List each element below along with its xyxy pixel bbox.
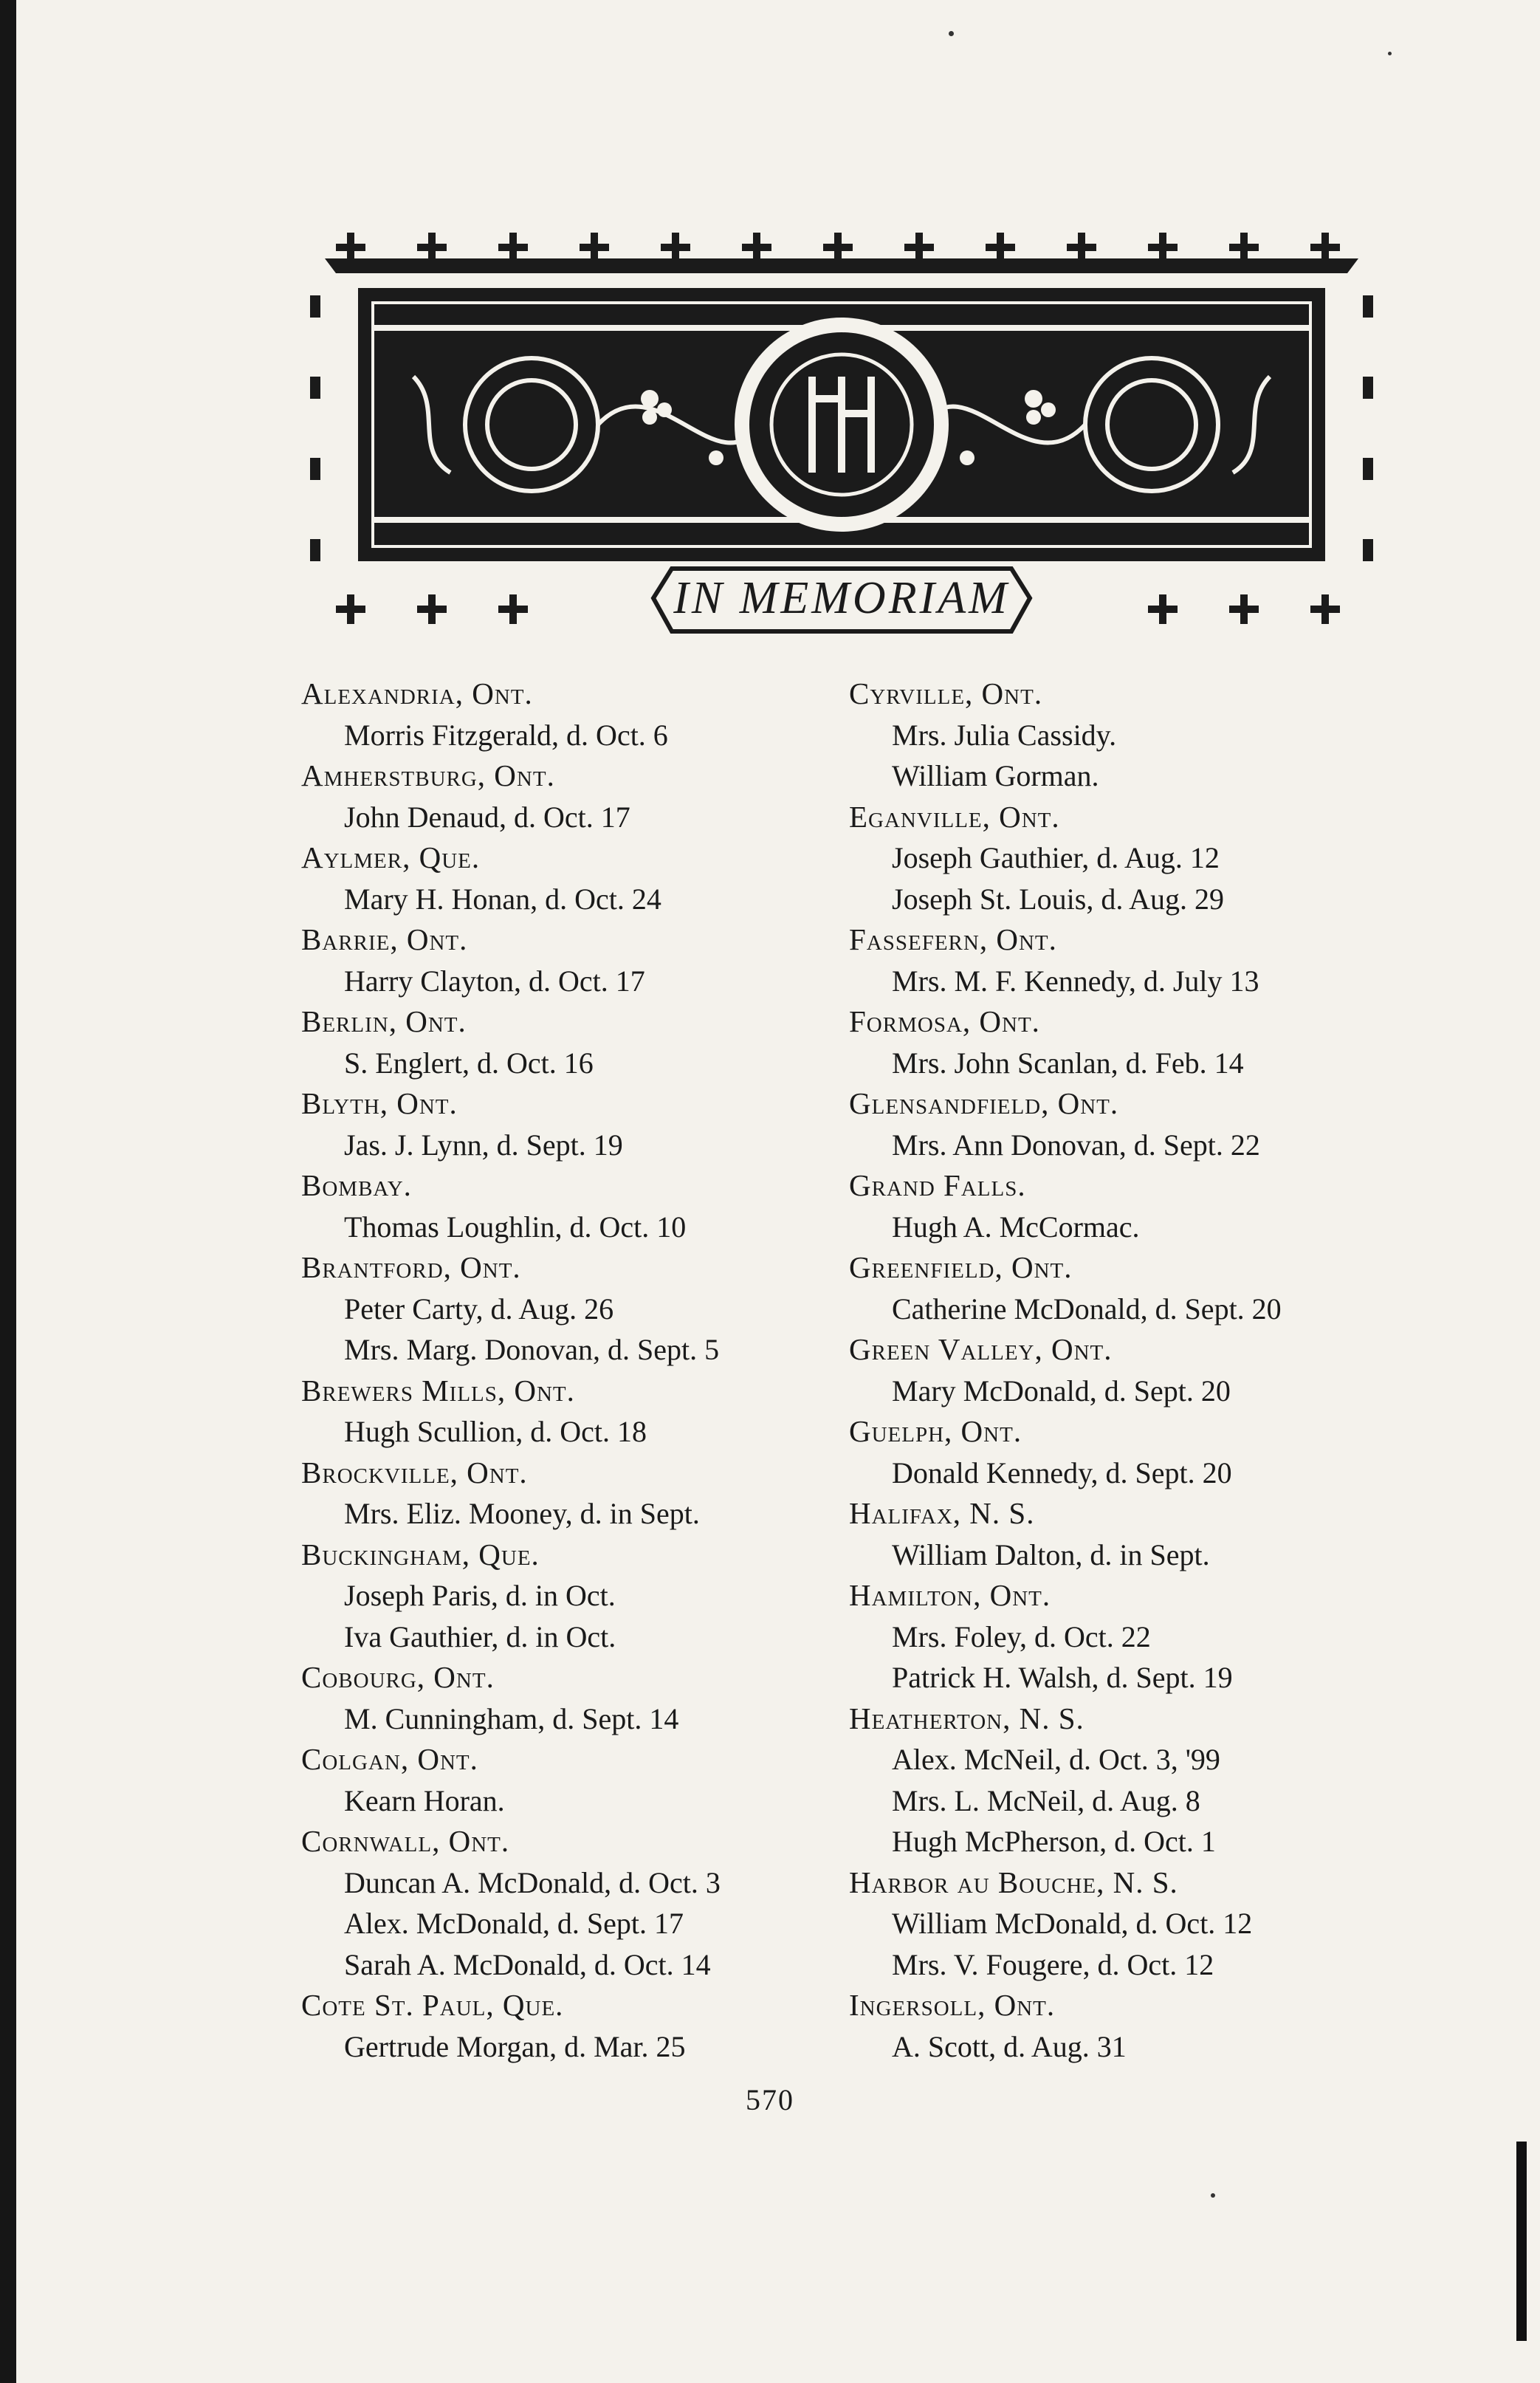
- place-heading: Colgan, Ont.: [301, 1742, 478, 1776]
- deceased-entry: Donald Kennedy, d. Sept. 20: [892, 1455, 1232, 1489]
- page-number: 570: [746, 2083, 794, 2116]
- deceased-entry: Mrs. Ann Donovan, d. Sept. 22: [892, 1128, 1260, 1162]
- deceased-entry: Catherine McDonald, d. Sept. 20: [892, 1292, 1282, 1326]
- place-heading: Grand Falls.: [849, 1168, 1026, 1202]
- deceased-entry: Mary H. Honan, d. Oct. 24: [344, 882, 661, 916]
- place-heading: Brockville, Ont.: [301, 1455, 528, 1489]
- place-heading: Cobourg, Ont.: [301, 1660, 495, 1694]
- place-heading: Hamilton, Ont.: [849, 1578, 1051, 1612]
- place-heading: Brantford, Ont.: [301, 1250, 521, 1284]
- place-heading: Greenfield, Ont.: [849, 1250, 1073, 1284]
- place-heading: Glensandfield, Ont.: [849, 1086, 1119, 1120]
- place-heading: Alexandria, Ont.: [301, 676, 533, 710]
- deceased-entry: Mrs. John Scanlan, d. Feb. 14: [892, 1046, 1244, 1080]
- deceased-entry: William Dalton, d. in Sept.: [892, 1537, 1210, 1571]
- scan-speck: [1211, 2193, 1215, 2198]
- deceased-entry: Alex. McDonald, d. Sept. 17: [344, 1907, 684, 1940]
- deceased-entry: Jas. J. Lynn, d. Sept. 19: [344, 1128, 623, 1162]
- deceased-entry: Kearn Horan.: [344, 1783, 505, 1817]
- place-heading: Amherstburg, Ont.: [301, 758, 555, 792]
- deceased-entry: Peter Carty, d. Aug. 26: [344, 1292, 614, 1326]
- deceased-entry: Mrs. V. Fougere, d. Oct. 12: [892, 1947, 1214, 1981]
- place-heading: Halifax, N. S.: [849, 1496, 1035, 1530]
- deceased-entry: Mary McDonald, d. Sept. 20: [892, 1374, 1231, 1407]
- deceased-entry: Hugh A. McCormac.: [892, 1210, 1140, 1244]
- scan-edge-left: [0, 0, 16, 2383]
- scan-edge-right: [1516, 2142, 1527, 2341]
- obituary-column-left: [301, 673, 892, 2067]
- deceased-entry: Gertrude Morgan, d. Mar. 25: [344, 2029, 686, 2063]
- deceased-entry: Thomas Loughlin, d. Oct. 10: [344, 1210, 687, 1244]
- place-heading: Heatherton, N. S.: [849, 1701, 1084, 1735]
- deceased-entry: Joseph St. Louis, d. Aug. 29: [892, 882, 1225, 916]
- obituary-column-right: [849, 673, 1440, 2067]
- place-heading: Cote St. Paul, Que.: [301, 1988, 564, 2022]
- deceased-entry: Mrs. Foley, d. Oct. 22: [892, 1619, 1151, 1653]
- place-heading: Eganville, Ont.: [849, 799, 1060, 834]
- deceased-entry: Joseph Paris, d. in Oct.: [344, 1579, 616, 1612]
- banner-title: IN MEMORIAM: [673, 573, 1010, 623]
- in-memoriam-banner: [303, 229, 1381, 642]
- deceased-entry: William McDonald, d. Oct. 12: [892, 1907, 1253, 1940]
- place-heading: Brewers Mills, Ont.: [301, 1373, 575, 1407]
- place-heading: Cyrville, Ont.: [849, 676, 1043, 710]
- place-heading: Formosa, Ont.: [849, 1004, 1040, 1038]
- place-heading: Green Valley, Ont.: [849, 1332, 1113, 1366]
- place-heading: Berlin, Ont.: [301, 1004, 467, 1038]
- deceased-entry: Mrs. Marg. Donovan, d. Sept. 5: [344, 1333, 720, 1366]
- deceased-entry: Mrs. L. McNeil, d. Aug. 8: [892, 1783, 1200, 1817]
- place-heading: Buckingham, Que.: [301, 1537, 540, 1571]
- place-heading: Blyth, Ont.: [301, 1086, 458, 1120]
- deceased-entry: Iva Gauthier, d. in Oct.: [344, 1619, 616, 1653]
- place-heading: Bombay.: [301, 1168, 412, 1202]
- place-heading: Cornwall, Ont.: [301, 1824, 510, 1858]
- deceased-entry: Mrs. Julia Cassidy.: [892, 718, 1117, 752]
- deceased-entry: Patrick H. Walsh, d. Sept. 19: [892, 1661, 1233, 1694]
- place-heading: Guelph, Ont.: [849, 1414, 1022, 1448]
- deceased-entry: Alex. McNeil, d. Oct. 3, '99: [892, 1743, 1220, 1776]
- deceased-entry: Mrs. Eliz. Mooney, d. in Sept.: [344, 1497, 700, 1530]
- place-heading: Ingersoll, Ont.: [849, 1988, 1056, 2022]
- deceased-entry: Mrs. M. F. Kennedy, d. July 13: [892, 964, 1259, 998]
- deceased-entry: Hugh Scullion, d. Oct. 18: [344, 1415, 647, 1448]
- deceased-entry: Joseph Gauthier, d. Aug. 12: [892, 841, 1220, 874]
- scan-speck: [1388, 52, 1392, 55]
- place-heading: Harbor au Bouche, N. S.: [849, 1865, 1178, 1899]
- deceased-entry: John Denaud, d. Oct. 17: [344, 800, 630, 834]
- deceased-entry: S. Englert, d. Oct. 16: [344, 1046, 594, 1080]
- deceased-entry: William Gorman.: [892, 759, 1099, 792]
- deceased-entry: M. Cunningham, d. Sept. 14: [344, 1701, 679, 1735]
- deceased-entry: A. Scott, d. Aug. 31: [892, 2029, 1127, 2063]
- deceased-entry: Sarah A. McDonald, d. Oct. 14: [344, 1947, 711, 1981]
- deceased-entry: Duncan A. McDonald, d. Oct. 3: [344, 1865, 721, 1899]
- deceased-entry: Hugh McPherson, d. Oct. 1: [892, 1825, 1216, 1858]
- scan-speck: [949, 31, 954, 36]
- place-heading: Aylmer, Que.: [301, 840, 481, 874]
- place-heading: Fassefern, Ont.: [849, 922, 1057, 956]
- deceased-entry: Harry Clayton, d. Oct. 17: [344, 964, 645, 998]
- deceased-entry: Morris Fitzgerald, d. Oct. 6: [344, 718, 668, 752]
- place-heading: Barrie, Ont.: [301, 922, 468, 956]
